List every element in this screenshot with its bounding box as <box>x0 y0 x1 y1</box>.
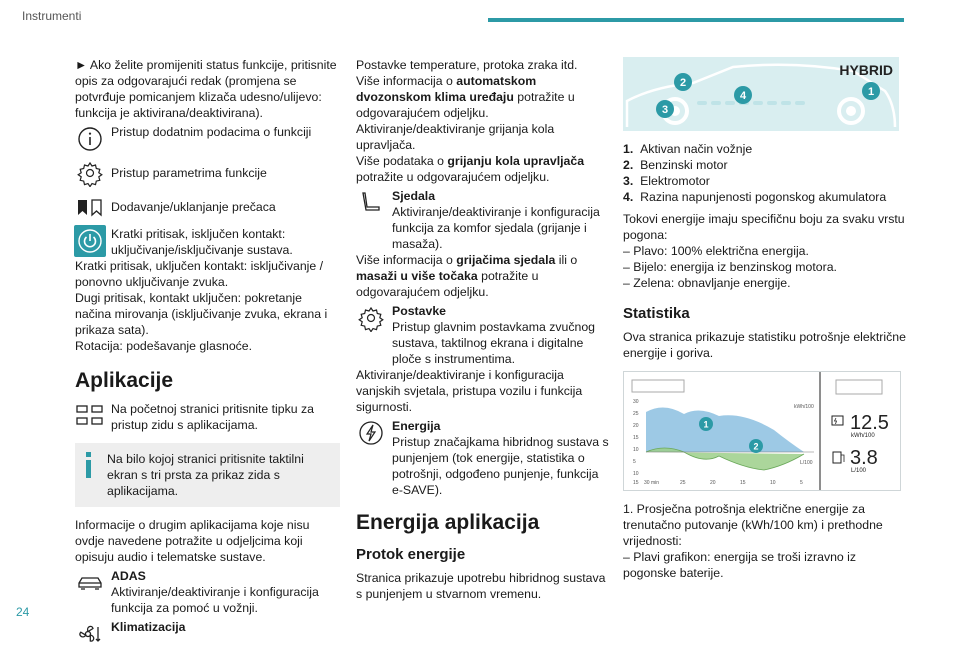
power-icon <box>74 225 106 257</box>
marker-3 <box>656 100 674 118</box>
info-icon <box>74 123 106 155</box>
svg-text:15: 15 <box>740 480 746 486</box>
car-icon <box>74 567 106 599</box>
fan-icon <box>74 618 106 650</box>
svg-text:10: 10 <box>770 480 776 486</box>
note-exclamation-icon <box>86 452 91 478</box>
icon-row-clima: Klimatizacija <box>75 618 340 650</box>
icon-row-energy: Energija Pristup značajkama hibridnog sustava s punjenjem (tok energije, statistika o potrošnji, odgođeno punjenje, funkcija e-SAVE). <box>356 417 611 498</box>
energy-flow-text: Stranica prikazuje upotrebu hibridnog sustava s punjenjem u stvarnom vremenu. <box>356 571 606 601</box>
apps-heading: Aplikacije <box>75 369 174 392</box>
apps-grid-icon <box>74 400 106 432</box>
svg-text:1: 1 <box>867 86 875 98</box>
info-note: Na bilo kojoj stranici pritisnite taktilni ekran s tri prsta za prikaz zida s aplikacijama. <box>75 443 340 507</box>
column-2 <box>356 57 611 602</box>
intro-text: ► Ako želite promijeniti status funkcije, pritisnite opis za odgovarajući redak (promjena se potvrđuje pomicanjem klizača udesno/ulijevo: funkcija je aktivirana/deaktivirana). <box>75 58 337 120</box>
icon-row-settings: Postavke Pristup glavnim postavkama zvučnog sustava, taktilnog ekrana i digitalne ploče s instrumentima. <box>356 302 611 367</box>
svg-text:5: 5 <box>800 480 803 486</box>
electric-unit: kWh/100 <box>851 433 875 439</box>
gear-icon <box>74 157 106 189</box>
marker-1 <box>862 82 880 100</box>
svg-text:2: 2 <box>753 441 759 452</box>
stat-tab-left <box>632 380 684 392</box>
icon-row-seats: Sjedala Aktiviranje/deaktiviranje i konfiguracija funkcija za komfor sjedala (grijanje i masaža). <box>356 187 611 252</box>
rotation-text: Rotacija: podešavanje glasnoće. <box>75 339 253 353</box>
header-bar <box>488 18 904 22</box>
fuel-value: 3.8 <box>850 447 878 469</box>
power-long: Dugi pritisak, kontakt uključen: pokretanje načina mirovanja (isključivanje zvuka, ekrana i prikaza sata). <box>75 291 328 337</box>
stats-item-1-sub: – Plavi grafikon: energija se troši izravno iz pogonske baterije. <box>623 550 857 580</box>
energy-bolt-icon <box>355 417 387 449</box>
icon-row-apps: Na početnoj stranici pritisnite tipku za pristup zidu s aplikacijama. <box>75 400 340 433</box>
icon-row-power: Kratki pritisak, isključen kontakt: uključivanje/isključivanje sustava. <box>75 225 340 258</box>
settings-more: Aktiviranje/deaktiviranje i konfiguracija vanjskih svjetala, pristupa vozilu i funkcija sigurnosti. <box>356 368 583 414</box>
energy-flow-heading: Protok energije <box>356 546 466 563</box>
more-info-text: Informacije o drugim aplikacijama koje nisu ovdje navedene potražite u odjeljcima koji opisuju audio i telematske sustave. <box>75 518 310 564</box>
energy-app-heading: Energija aplikacija <box>356 511 540 534</box>
statistics-figure <box>623 371 901 491</box>
unit-l-label: L/100 <box>800 460 813 466</box>
stat-tab-right <box>836 380 882 394</box>
x-tick-labels <box>644 480 803 486</box>
clima-p2: Više informacija o automatskom dvozonskom klima uređaju potražite u odgovarajućem odjeljku. <box>356 74 575 120</box>
clima-p1: Postavke temperature, protoka zraka itd. <box>356 58 578 72</box>
icon-row-info: Pristup dodatnim podacima o funkciji <box>75 123 340 155</box>
clima-p3: Aktiviranje/deaktiviranje grijanja kola upravljača. <box>356 122 555 152</box>
flow-green: – Zelena: obnavljanje energije. <box>623 276 791 290</box>
svg-text:25: 25 <box>633 411 639 417</box>
clima-p4: Više podataka o grijanju kola upravljača potražite u odgovarajućem odjeljku. <box>356 154 585 184</box>
marker-2 <box>674 73 692 91</box>
svg-text:15: 15 <box>633 435 639 441</box>
component-legend <box>623 141 906 205</box>
legend-item: 2. Benzinski motor <box>623 158 728 172</box>
column-3 <box>623 57 906 581</box>
svg-text:2: 2 <box>679 77 687 89</box>
svg-text:1: 1 <box>703 419 709 430</box>
svg-text:5: 5 <box>633 459 636 465</box>
power-short-on: Kratki pritisak, uključen kontakt: isključivanje / ponovno uključivanje zvuka. <box>75 259 324 289</box>
chart-marker-2 <box>749 439 763 453</box>
flows-intro: Tokovi energije imaju specifičnu boju za svaku vrstu pogona: <box>623 212 905 242</box>
icon-row-bookmark: Dodavanje/uklanjanje prečaca <box>75 191 340 223</box>
chart-marker-1 <box>699 417 713 431</box>
icon-row-adas: ADAS Aktiviranje/deaktiviranje i konfiguracija funkcija za pomoć u vožnji. <box>75 567 340 616</box>
fuel-pump-icon <box>833 452 844 463</box>
seats-more: Više informacija o grijačima sjedala ili o masaži u više točaka potražite u odgovarajućem odjeljku. <box>356 253 578 299</box>
electric-area <box>646 407 804 452</box>
y-tick-labels <box>633 399 639 486</box>
legend-item: 1. Aktivan način vožnje <box>623 142 753 156</box>
unit-kwh-label: kWh/100 <box>794 404 814 410</box>
stats-text: Ova stranica prikazuje statistiku potrošnje električne energije i goriva. <box>623 330 906 360</box>
flow-white: – Bijelo: energija iz benzinskog motora. <box>623 260 837 274</box>
svg-text:10: 10 <box>633 447 639 453</box>
page-number: 24 <box>16 605 30 619</box>
seat-icon <box>355 187 387 219</box>
legend-item: 4. Razina napunjenosti pogonskog akumulatora <box>623 190 887 204</box>
svg-text:15: 15 <box>633 480 639 486</box>
svg-text:4: 4 <box>739 90 747 102</box>
svg-text:30 min: 30 min <box>644 480 660 486</box>
stats-item-1: 1. Prosječna potrošnja električne energije za trenutačno putovanje (kWh/100 km) i prethodne vrijednosti: <box>623 502 883 548</box>
legend-item: 3. Elektromotor <box>623 174 710 188</box>
settings-gear-icon <box>355 302 387 334</box>
marker-4 <box>734 86 752 104</box>
section-title: Instrumenti <box>22 9 82 23</box>
bookmark-icon <box>74 191 106 223</box>
svg-text:25: 25 <box>680 480 686 486</box>
flow-blue: – Plavo: 100% električna energija. <box>623 244 809 258</box>
electric-value: 12.5 <box>850 412 889 434</box>
hybrid-badge: HYBRID <box>839 62 893 78</box>
svg-text:20: 20 <box>710 480 716 486</box>
svg-text:30: 30 <box>633 399 639 405</box>
fuel-unit: L/100 <box>851 468 867 474</box>
stats-heading: Statistika <box>623 305 690 322</box>
svg-text:3: 3 <box>661 104 669 116</box>
icon-row-gear: Pristup parametrima funkcije <box>75 157 340 189</box>
hybrid-car-figure <box>623 57 899 131</box>
svg-text:10: 10 <box>633 471 639 477</box>
battery-icon <box>832 416 843 425</box>
svg-text:20: 20 <box>633 423 639 429</box>
column-1 <box>75 57 340 650</box>
